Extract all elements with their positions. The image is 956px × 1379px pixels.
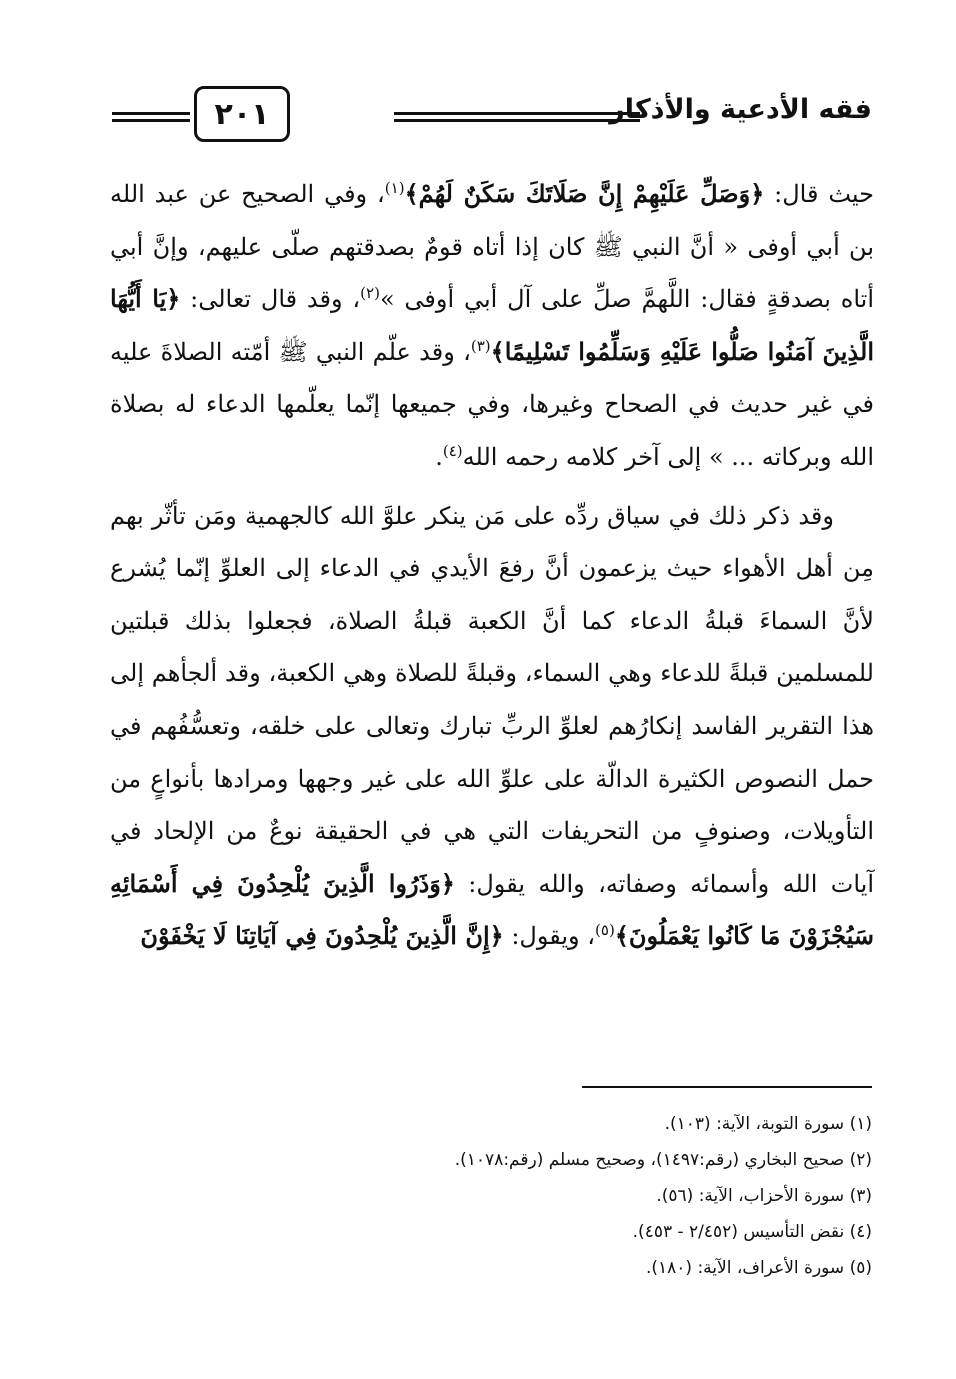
footnote-ref: (٤)	[442, 441, 463, 460]
footnote-4: (٤) نقض التأسيس (٢/٤٥٢ - ٤٥٣).	[632, 1222, 872, 1242]
quran-verse: ﴿إِنَّ الَّذِينَ يُلْحِدُونَ فِي آيَاتِنَا لَا يَخْفَوْنَ	[140, 921, 504, 951]
text-run: ، وقد علّم النبي ﷺ أمّته الصلاةَ عليه في غير حديث في الصحاح وغيرها، وفي جميعها إنّما يعلّمها الدعاء له بصلاة الله وبركاته ... » إلى آخر كلامه رحمه الله	[110, 337, 874, 471]
footnote-3: (٣) سورة الأحزاب، الآية: (٥٦).	[656, 1186, 872, 1206]
main-text	[110, 168, 874, 963]
quran-verse: ﴿يَا أَيُّهَا الَّذِينَ آمَنُوا صَلُّوا عَلَيْهِ وَسَلِّمُوا تَسْلِيمًا﴾	[110, 284, 875, 366]
quran-verse: ﴿وَصَلِّ عَلَيْهِمْ إِنَّ صَلَاتَكَ سَكَنٌ لَهُمْ﴾	[404, 179, 765, 208]
text-run: .	[435, 442, 443, 471]
footnotes	[172, 1106, 872, 1286]
footnote-5: (٥) سورة الأعراف، الآية: (١٨٠).	[645, 1258, 872, 1278]
running-header	[112, 84, 872, 152]
footnote-separator	[582, 1086, 872, 1088]
header-rule-left	[112, 112, 190, 122]
header-rule-right	[394, 112, 640, 122]
text-run: ، وقد قال تعالى:	[180, 285, 361, 314]
footnote-ref: (٥)	[595, 921, 615, 940]
paragraph-1	[110, 168, 874, 484]
footnote-ref: (٢)	[360, 284, 380, 303]
paragraph-2	[110, 490, 874, 963]
footnote-1: (١) سورة التوبة، الآية: (١٠٣).	[664, 1114, 872, 1134]
text-run: وقد ذكر ذلك في سياق ردِّه على مَن ينكر علوَّ الله كالجهمية ومَن تأثّر بهم مِن أهل الأهواء حيث يزعمون أنَّ رفعَ الأيدي في الدعاء إلى العلوِّ إنّما يُشرع لأنَّ السماءَ قبلةُ الدعاء كما أنَّ الكعبة قبلةُ الصلاة، فجعلوا بذلك قبلتين للمسلمين قبلةً للدعاء وهي السماء، وقبلةً للصلاة وهي الكعبة، وقد ألجأهم إلى هذا التقرير الفاسد إنكارُهم لعلوِّ الربِّ تبارك وتعالى على خلقه، وتعسُّفُهم في حمل النصوص الكثيرة الدالّة على علوِّ الله على غير وجهها ومرادها بأنواعٍ من التأويلات، وصنوفٍ من التحريفات التي هي في الحقيقة نوعٌ من الإلحاد في آيات الله وأسمائه وصفاته، والله يقول:	[110, 501, 875, 898]
quran-verse: ﴿وَذَرُوا الَّذِينَ يُلْحِدُونَ فِي أَسْمَائِهِ سَيُجْزَوْنَ مَا كَانُوا يَعْمَلُونَ﴾	[110, 868, 874, 951]
text-run: ، وفي الصحيح عن عبد الله بن أبي أوفى « أنَّ النبي ﷺ كان إذا أتاه قومٌ بصدقتهم صلّى عليهم، وإنَّ أبي أتاه بصدقةٍ فقال: اللَّهمَّ صلِّ على آل أبي أوفى »	[110, 180, 874, 314]
text-run: حيث قال:	[764, 180, 874, 208]
page-number: ٢٠١	[194, 86, 290, 142]
footnote-ref: (١)	[384, 179, 405, 197]
footnote-2: (٢) صحيح البخاري (رقم:١٤٩٧)، وصحيح مسلم (رقم:١٠٧٨).	[454, 1150, 872, 1170]
footnote-ref: (٣)	[470, 336, 491, 355]
text-run: ، ويقول:	[503, 922, 596, 951]
book-title: فقه الأدعية والأذكار	[609, 94, 872, 125]
